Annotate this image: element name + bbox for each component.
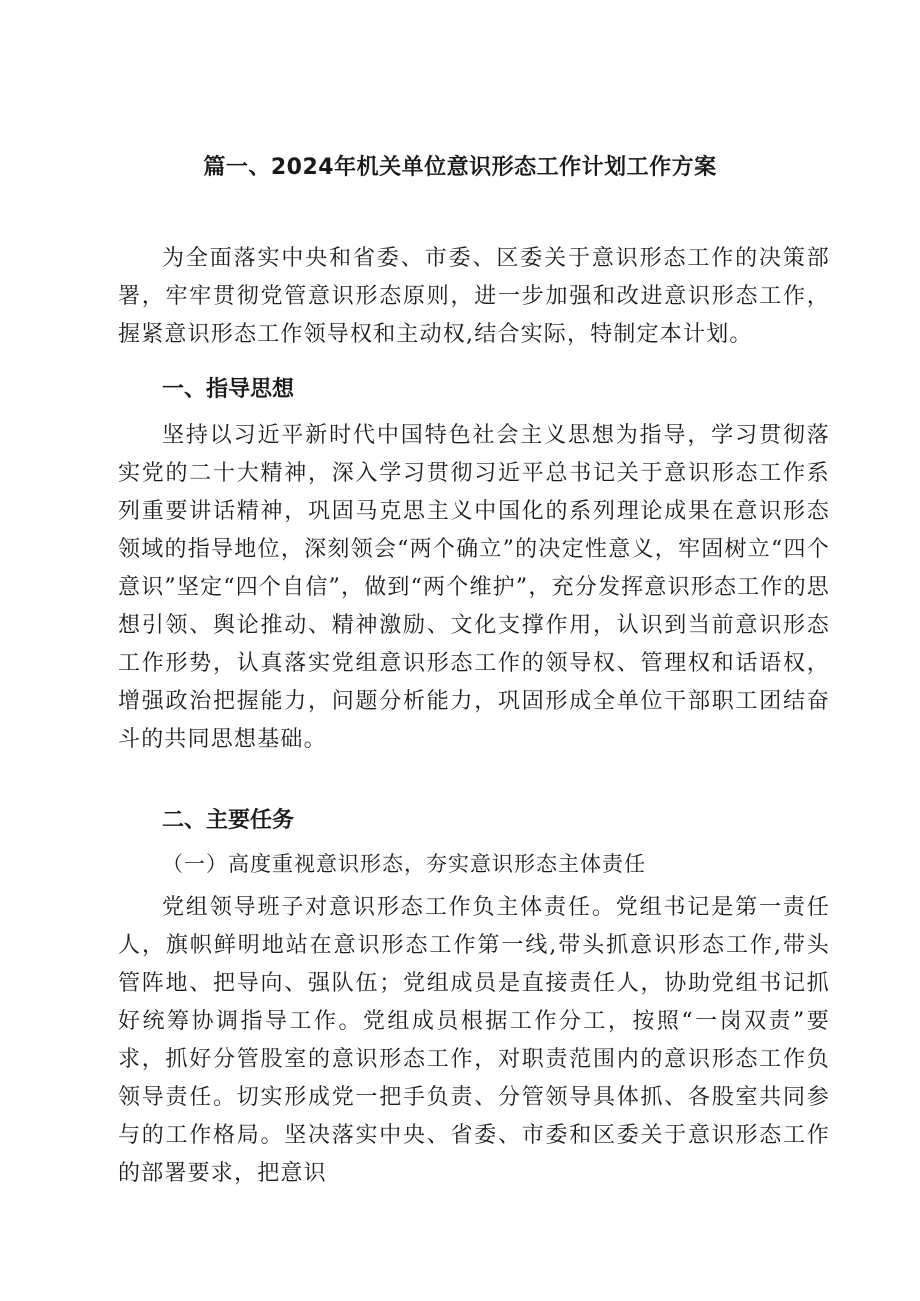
guiding-ideology-paragraph: 坚持以习近平新时代中国特色社会主义思想为指导，学习贯彻落实党的二十大精神，深入学习贯彻习近平总书记关于意识形态工作系列重要讲话精神，巩固马克思主义中国化的系列理论成果在意识形态领域的指导地位，深刻领会“两个确立”的决定性意义，牢固树立“四个意识”坚定“四个自信”，做到“两个维护”，充分发挥意识形态工作的思想引领、舆论推动、精神激励、文化支撑作用，认识到当前意识形态工作形势，认真落实党组意识形态工作的领导权、管理权和话语权，增强政治把握能力，问题分析能力，巩固形成全单位干部职工团结奋斗的共同思想基础。 [118, 423, 830, 752]
main-tasks-paragraph: 党组领导班子对意识形态工作负主体责任。党组书记是第一责任人，旗帜鲜明地站在意识形态工作第一线,带头抓意识形态工作,带头管阵地、把导向、强队伍；党组成员是直接责任人，协助党组书记抓好统筹协调指导工作。党组成员根据工作分工，按照“一岗双责”要求，抓好分管股室的意识形态工作，对职责范围内的意识形态工作负领导责任。切实形成党一把手负责、分管领导具体抓、各股室共同参与的工作格局。坚决落实中央、省委、市委和区委关于意识形态工作的部署要求，把意识 [118, 895, 830, 1186]
intro-paragraph: 为全面落实中央和省委、市委、区委关于意识形态工作的决策部署，牢牢贯彻党管意识形态原则，进一步加强和改进意识形态工作，握紧意识形态工作领导权和主动权,结合实际，特制定本计划。 [118, 246, 830, 347]
section-heading-guiding-ideology: 一、指导思想 [162, 377, 295, 402]
document-title: 篇一、2024年机关单位意识形态工作计划工作方案 [203, 155, 717, 180]
section-heading-main-tasks: 二、主要任务 [162, 808, 295, 833]
subsection-heading-1: （一）高度重视意识形态，夯实意识形态主体责任 [162, 852, 646, 876]
